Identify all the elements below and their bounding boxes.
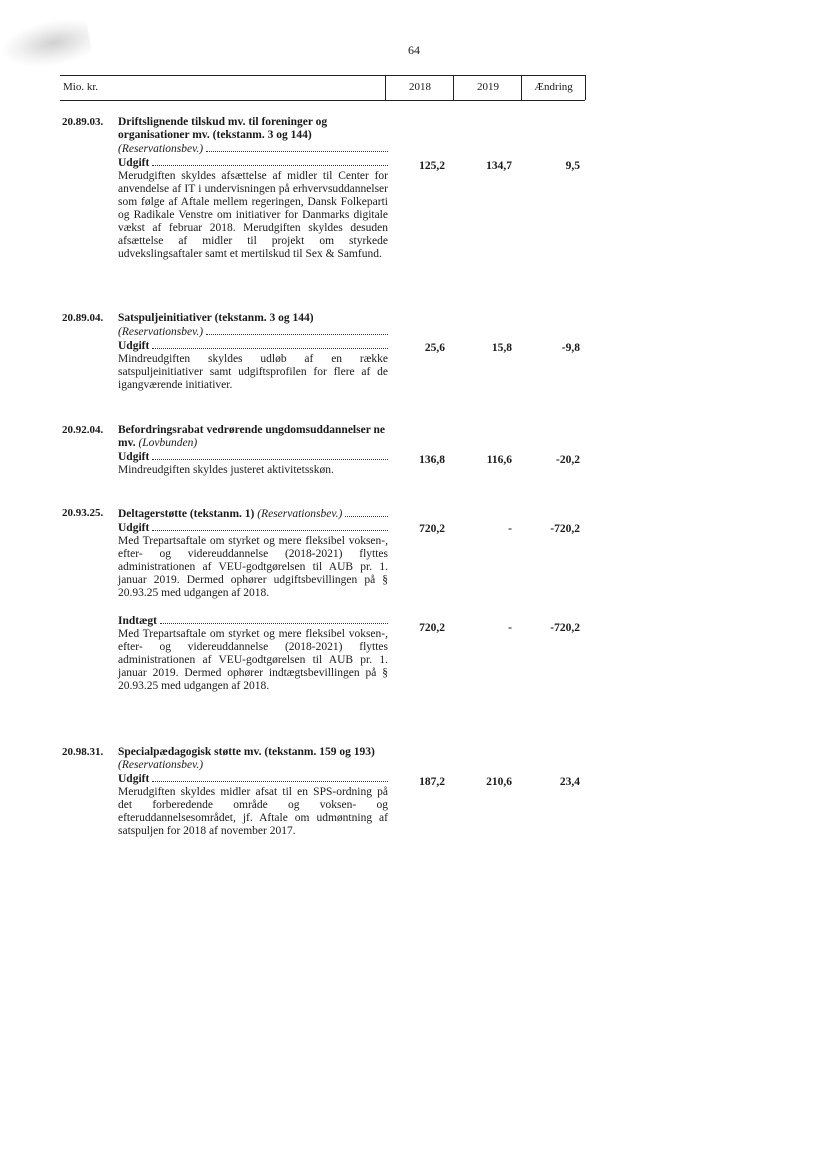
value-2018: 125,2 [419,160,445,172]
account-code: 20.93.25. [62,507,104,519]
entry-title: Satspuljeinitiativer (tekstanm. 3 og 144) [118,312,314,324]
account-code: 20.98.31. [62,746,104,758]
value-2018: 25,6 [424,342,445,354]
entry-title: Befordringsrabat vedrørende ungdomsuddannelser ne mv. [118,424,385,449]
page-number: 64 [408,43,420,57]
unit-label: Mio. kr. [63,81,99,93]
leader-dots [206,142,388,152]
entry-body [118,312,388,392]
value-2018: 136,8 [419,454,445,466]
appropriation-type: (Reservationsbev.) [118,143,204,155]
value-2019: 210,6 [486,776,512,788]
value-2019: - [508,622,512,634]
table-header [60,75,585,101]
account-code: 20.89.03. [62,116,104,128]
leader-dots [152,772,388,782]
column-header-2019: 2019 [453,75,522,100]
appropriation-type: (Reservationsbev.) [118,759,204,771]
value-change: -720,2 [550,622,580,634]
value-2019: 134,7 [486,160,512,172]
entry-title: Deltagerstøtte (tekstanm. 1) [118,508,255,520]
value-change: -20,2 [556,454,580,466]
leader-dots [206,325,388,335]
value-2019: - [508,523,512,535]
value-2019: 15,8 [491,342,512,354]
item-label: Udgift [118,773,150,785]
appropriation-type: (Reservationsbev.) [118,326,204,338]
value-2018: 720,2 [419,523,445,535]
leader-dots [152,156,388,166]
item-note: Med Trepartsaftale om styrket og mere fleksibel voksen-, efter- og videreuddannelse (2018-2021) flyttes administrationen af VEU-godtgørelsen til AUB pr. 1. januar 2019. Dermed ophører indtægtsbevillingen på § 20.93.25 med udgangen af 2018. [118,628,388,692]
value-change: 9,5 [565,160,580,172]
leader-dots [152,521,388,531]
entry-body [118,116,388,261]
leader-dots [152,339,388,349]
value-2018: 187,2 [419,776,445,788]
value-change: -9,8 [561,342,580,354]
entry-body [118,507,388,693]
header-bottom-rule [60,100,585,101]
item-label: Udgift [118,522,150,534]
value-change: -720,2 [550,523,580,535]
entry-body [118,746,388,838]
item-note: Mindreudgiften skyldes udløb af en række satspuljeinitiativer samt udgiftsprofilen for flere af de igangværende initiativer. [118,353,388,391]
appropriation-type: (Reservationsbev.) [257,508,343,520]
item-note: Mindreudgiften skyldes justeret aktivitetsskøn. [118,464,334,476]
item-label: Udgift [118,451,150,463]
item-note: Merudgiften skyldes afsættelse af midler til Center for anvendelse af IT i undervisningen på erhvervsuddannelser som følge af Aftale mellem regeringen, Dansk Folkeparti og Radikale Venstre om initiativer for Danmarks digitale vækst af februar 2018. Merudgiften skyldes desuden afsættelse af midler til projekt om styrkede udvekslingsaftaler samt et mertilskud til Sex & Samfund. [118,170,388,260]
appropriation-type: (Lovbunden) [138,437,198,449]
item-note: Merudgiften skyldes midler afsat til en SPS-ordning på det forberedende område og voksen- og efteruddannelsesområdet, jf. Aftale om udmøntning af satspuljen for 2018 af november 2017. [118,786,388,837]
item-note: Med Trepartsaftale om styrket og mere fleksibel voksen-, efter- og videreuddannelse (2018-2021) flyttes administrationen af VEU-godtgørelsen til AUB pr. 1. januar 2019. Dermed ophører udgiftsbevillingen på § 20.93.25 med udgangen af 2018. [118,535,388,599]
account-code: 20.92.04. [62,424,104,436]
item-label: Indtægt [118,615,157,627]
leader-dots [160,614,388,624]
leader-dots [152,450,388,460]
entry-body [118,424,388,477]
value-2019: 116,6 [486,454,512,466]
account-code: 20.89.04. [62,312,104,324]
entry-title: Driftslignende tilskud mv. til foreninger og organisationer mv. (tekstanm. 3 og 144) [118,116,328,141]
item-label: Udgift [118,340,150,352]
value-2018: 720,2 [419,622,445,634]
value-change: 23,4 [559,776,580,788]
item-label: Udgift [118,157,150,169]
column-header-change: Ændring [521,75,586,100]
leader-dots [345,507,388,517]
entry-title: Specialpædagogisk støtte mv. (tekstanm. 159 og 193) [118,746,375,758]
column-header-2018: 2018 [385,75,454,100]
